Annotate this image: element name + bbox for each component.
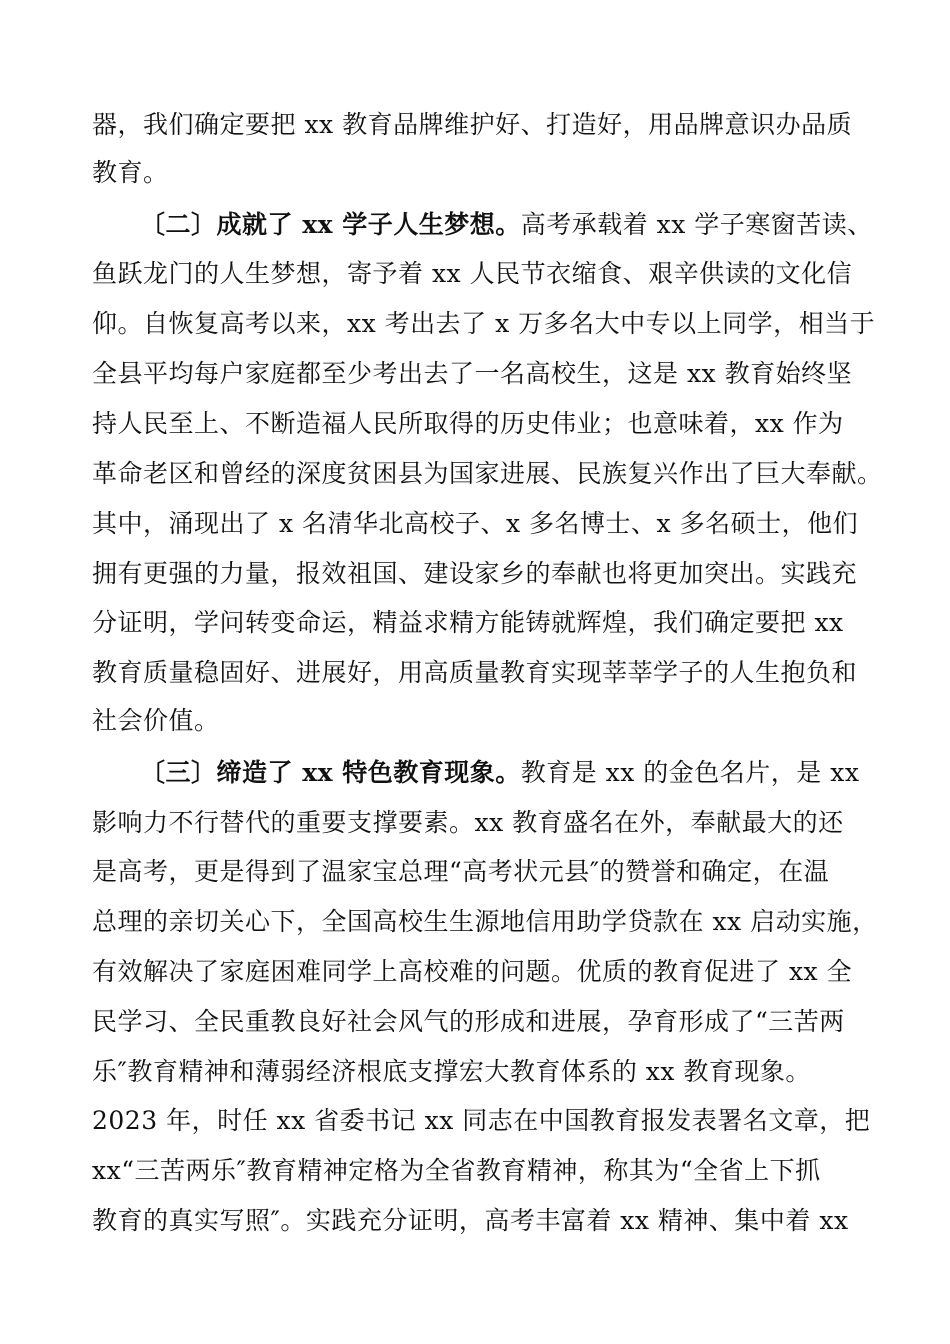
paragraph-line: 教育的真实写照″。实践充分证明，高考丰富着 xx 精神、集中着 xx — [92, 1206, 849, 1235]
section-3-lead-text: 教育是 xx 的金色名片，是 xx — [520, 758, 860, 787]
paragraph-line: 全县平均每户家庭都至少考出去了一名高校生，这是 xx 教育始终坚 — [92, 359, 853, 388]
paragraph-line: 是高考，更是得到了温家宝总理“高考状元县″的赞誉和确定，在温 — [92, 857, 830, 886]
paragraph-line: 有效解决了家庭困难同学上高校难的问题。优质的教育促进了 xx 全 — [92, 957, 853, 986]
paragraph-line: 教育质量稳固好、进展好，用高质量教育实现莘莘学子的人生抱负和 — [92, 658, 858, 687]
section-2-lead-text: 高考承载着 xx 学子寒窗苦读、 — [520, 210, 873, 239]
paragraph-line: 教育。 — [92, 158, 169, 187]
paragraph-line: 革命老区和曾经的深度贫困县为国家进展、民族复兴作出了巨大奉献。 — [92, 459, 883, 488]
paragraph-line: 持人民至上、不断造福人民所取得的历史伟业；也意味着，xx 作为 — [92, 409, 844, 438]
paragraph-line: 仰。自恢复高考以来，xx 考出去了 x 万多名大中专以上同学，相当于 — [92, 309, 876, 338]
paragraph-line: 社会价值。 — [92, 706, 220, 735]
paragraph-line: 器，我们确定要把 xx 教育品牌维护好、打造好，用品牌意识办品质 — [92, 110, 853, 139]
paragraph-line: 乐″教育精神和薄弱经济根底支撑宏大教育体系的 xx 教育现象。 — [92, 1057, 811, 1086]
section-3-first-line — [140, 758, 859, 788]
paragraph-line: 2023 年，时任 xx 省委书记 xx 同志在中国教育报发表署名文章，把 — [92, 1106, 871, 1135]
paragraph-line: 总理的亲切关心下，全国高校生生源地信用助学贷款在 xx 启动实施， — [92, 907, 878, 936]
section-2-first-line — [140, 210, 873, 240]
paragraph-line: 分证明，学问转变命运，精益求精方能铸就辉煌，我们确定要把 xx — [92, 608, 844, 637]
paragraph-line: 鱼跃龙门的人生梦想，寄予着 xx 人民节衣缩食、艰辛供读的文化信 — [92, 259, 853, 288]
paragraph-line: 民学习、全民重教良好社会风气的形成和进展，孕育形成了“三苦两 — [92, 1007, 845, 1036]
section-3-heading: 〔三〕缔造了 xx 特色教育现象。 — [140, 758, 521, 787]
section-2-heading: 〔二〕成就了 xx 学子人生梦想。 — [140, 210, 521, 239]
paragraph-line: 其中，涌现出了 x 名清华北高校子、x 多名博士、x 多名硕士，他们 — [92, 509, 859, 538]
paragraph-line: 影响力不行替代的重要支撑要素。xx 教育盛名在外，奉献最大的还 — [92, 808, 844, 837]
paragraph-line: xx“三苦两乐″教育精神定格为全省教育精神，称其为“全省上下抓 — [92, 1156, 821, 1185]
paragraph-line: 拥有更强的力量，报效祖国、建设家乡的奉献也将更加突出。实践充 — [92, 559, 858, 588]
